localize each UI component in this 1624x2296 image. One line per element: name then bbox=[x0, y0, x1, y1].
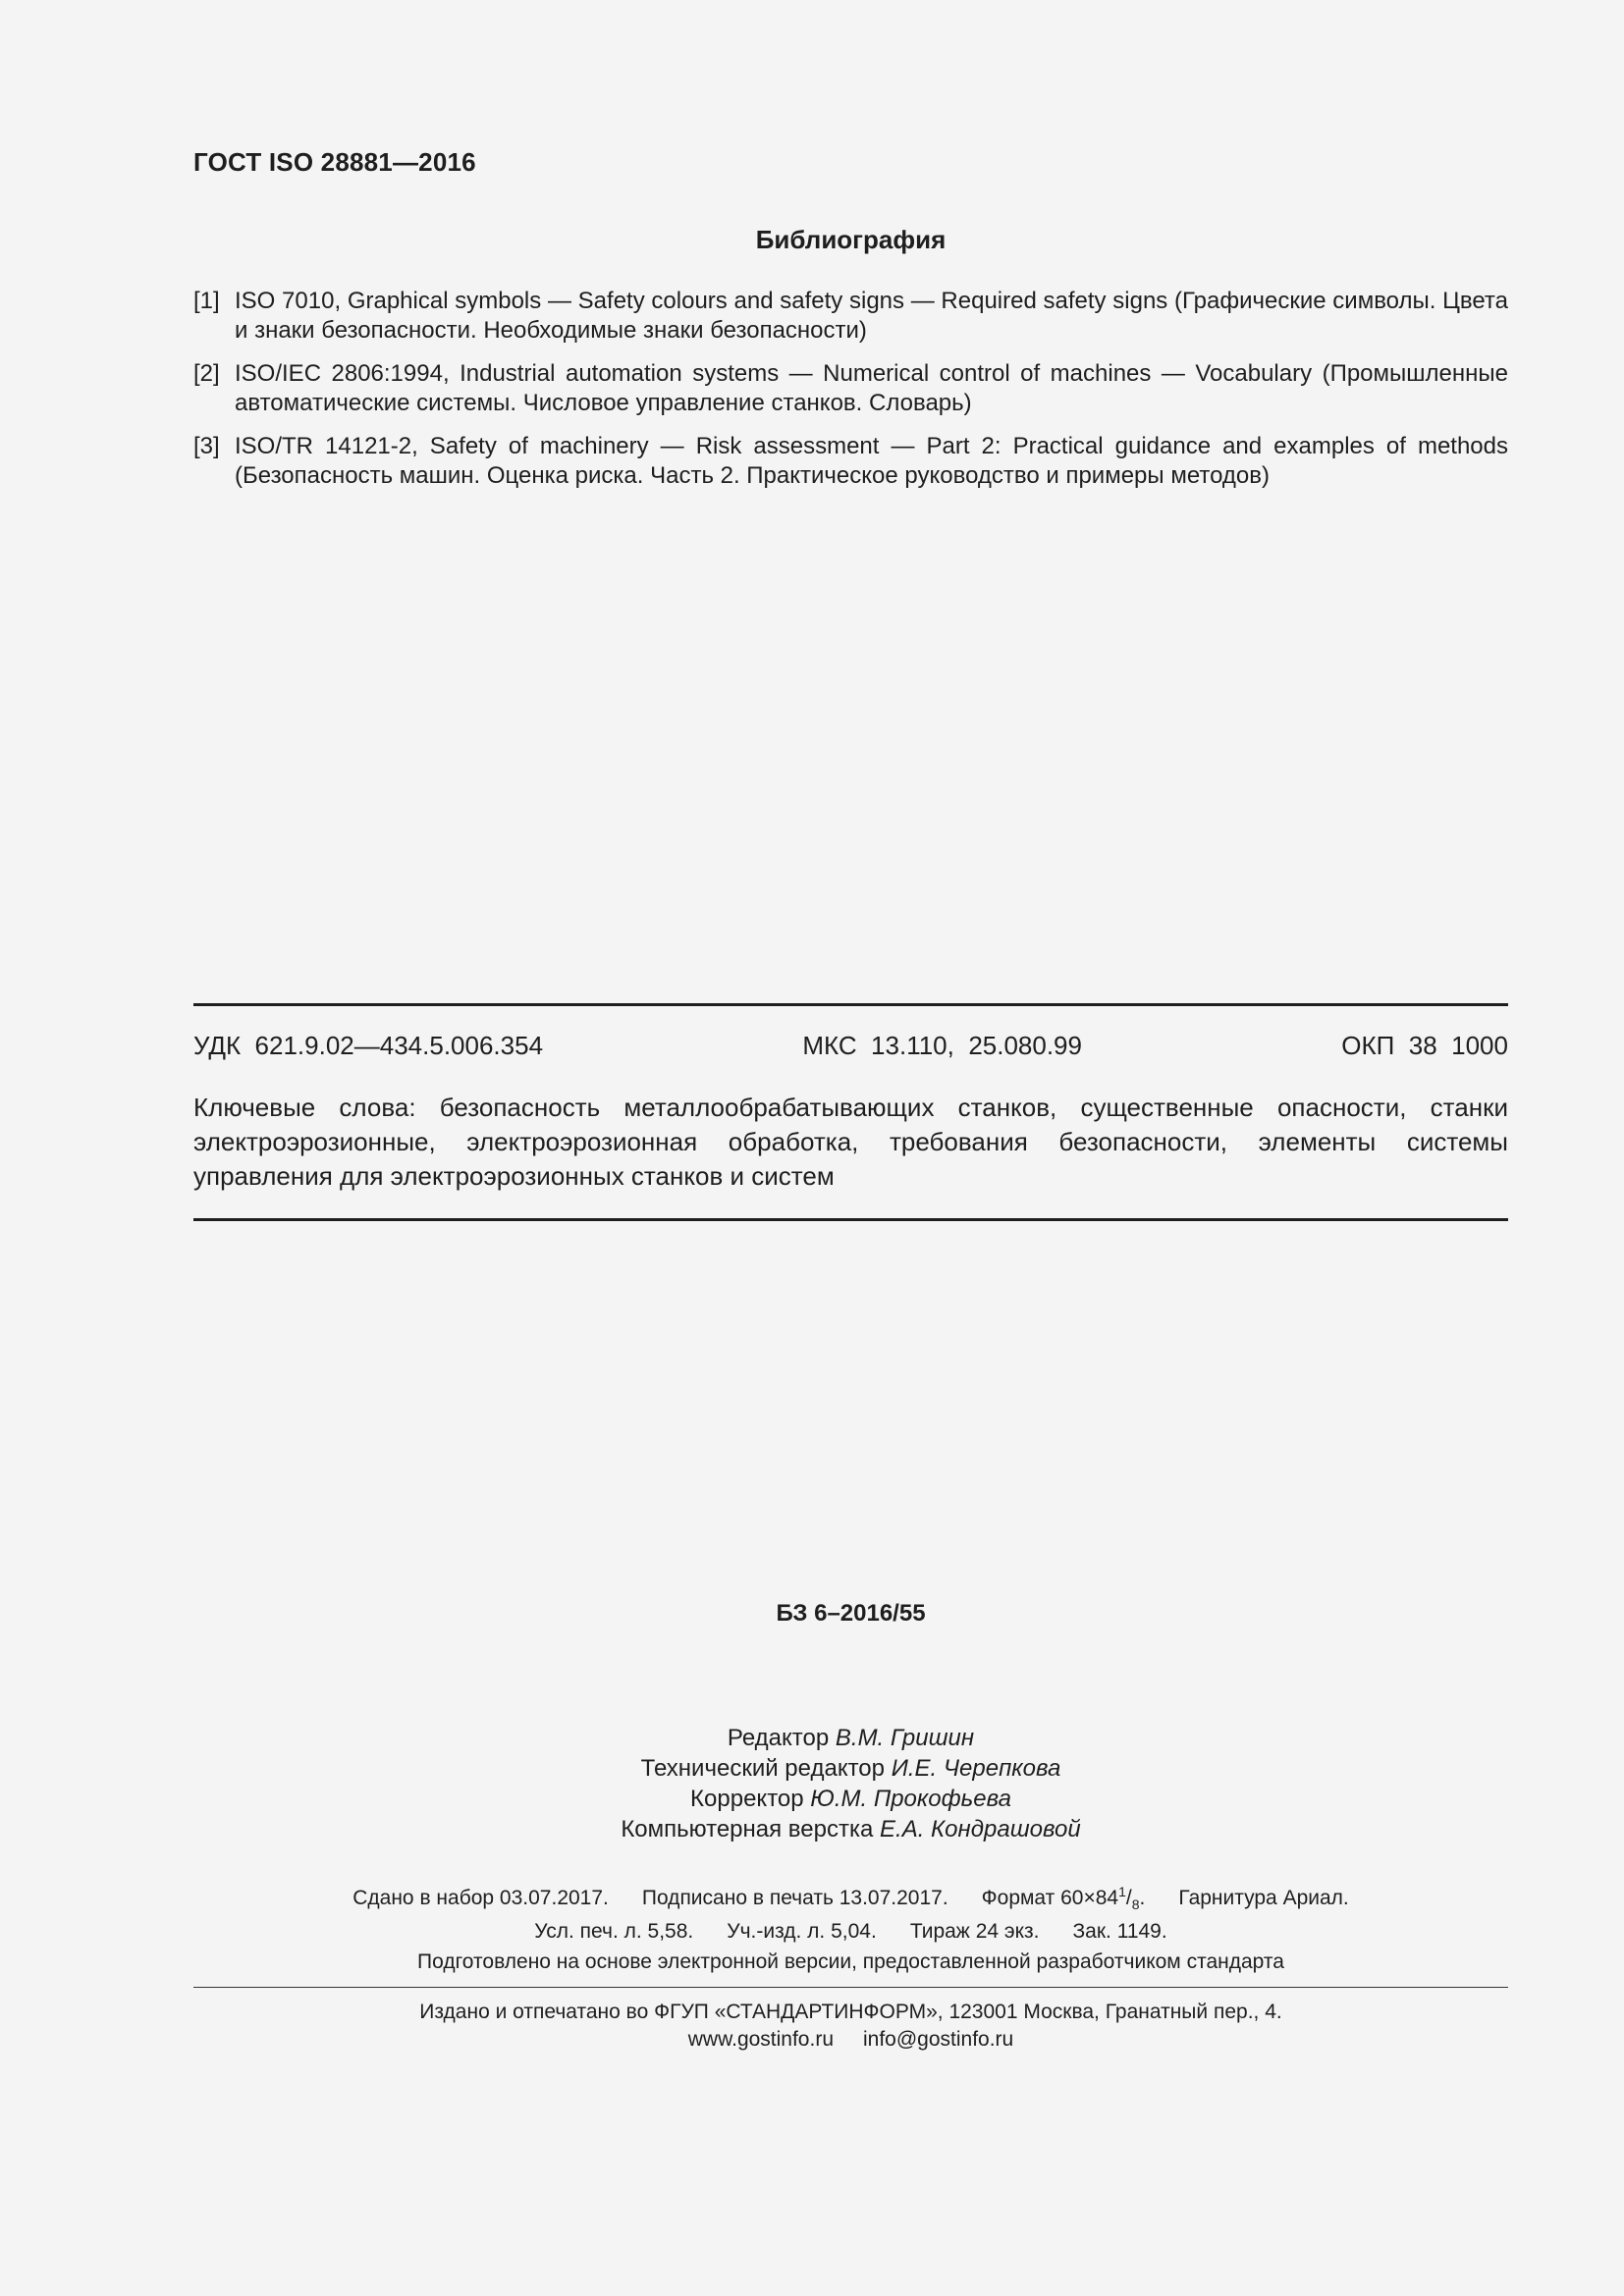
bibliography-item-number: [1] bbox=[193, 288, 220, 314]
bz-number: БЗ 6–2016/55 bbox=[776, 1600, 926, 1627]
publisher-website-link[interactable]: www.gostinfo.ru bbox=[687, 2028, 834, 2051]
imprint-line-2 bbox=[193, 1918, 1508, 1946]
bibliography-item-text: ISO 7010, Graphical symbols — Safety colours and safety signs — Required safety signs (Графические символы. Цвета и знаки безопасности. Необходимые знаки безопасности) bbox=[235, 288, 1508, 344]
bibliography-item-number: [3] bbox=[193, 433, 220, 459]
editor-line bbox=[193, 1814, 1508, 1844]
mks-code: МКС 13.110, 25.080.99 bbox=[802, 1031, 1082, 1060]
publisher-block bbox=[193, 1999, 1508, 2054]
bibliography-item bbox=[193, 359, 1508, 418]
udk-code: УДК 621.9.02—434.5.006.354 bbox=[193, 1031, 544, 1060]
imprint-circulation: Тираж 24 экз. bbox=[909, 1920, 1040, 1943]
editor-name: И.Е. Черепкова bbox=[891, 1755, 1061, 1782]
bibliography-item bbox=[193, 432, 1508, 491]
publisher-contacts bbox=[193, 2026, 1508, 2054]
editor-role: Компьютерная верстка bbox=[621, 1816, 874, 1842]
imprint-submitted: Сдано в набор 03.07.2017. bbox=[352, 1887, 609, 1909]
bibliography-item bbox=[193, 287, 1508, 346]
classification-top-divider bbox=[193, 1003, 1508, 1006]
imprint-format-numerator: 1 bbox=[1118, 1884, 1126, 1899]
imprint-line-1 bbox=[193, 1878, 1508, 1918]
imprint-typeface: Гарнитура Ариал. bbox=[1178, 1887, 1349, 1909]
bibliography-list bbox=[193, 287, 1508, 505]
publisher-email-link[interactable]: info@gostinfo.ru bbox=[863, 2028, 1014, 2051]
classification-bottom-divider bbox=[193, 1218, 1508, 1221]
imprint-block bbox=[193, 1878, 1508, 1946]
publisher-line: Издано и отпечатано во ФГУП «СТАНДАРТИНФОРМ», 123001 Москва, Гранатный пер., 4. bbox=[419, 2001, 1282, 2023]
imprint-order: Зак. 1149. bbox=[1072, 1920, 1167, 1943]
bibliography-title: Библиография bbox=[755, 225, 947, 254]
editors-block bbox=[193, 1723, 1508, 1844]
editor-name: В.М. Гришин bbox=[835, 1725, 975, 1751]
imprint-publ-sheets: Уч.-изд. л. 5,04. bbox=[727, 1920, 877, 1943]
okp-code: ОКП 38 1000 bbox=[1341, 1031, 1508, 1060]
document-code-header: ГОСТ ISO 28881—2016 bbox=[193, 147, 476, 177]
imprint-print-sheets: Усл. печ. л. 5,58. bbox=[534, 1920, 694, 1943]
editor-line bbox=[193, 1753, 1508, 1784]
editor-name: Ю.М. Прокофьева bbox=[810, 1786, 1011, 1812]
editor-role: Технический редактор bbox=[640, 1755, 886, 1782]
editor-role: Корректор bbox=[690, 1786, 804, 1812]
keywords-paragraph: Ключевые слова: безопасность металлообрабатывающих станков, существенные опасности, станки электроэрозионные, электроэрозионная обработка, требования безопасности, элементы системы управления для электроэрозионных станков и систем bbox=[193, 1093, 1508, 1191]
imprint-format-suffix: . bbox=[1139, 1887, 1146, 1909]
prepared-note: Подготовлено на основе электронной версии, предоставленной разработчиком стандарта bbox=[417, 1950, 1284, 1973]
bibliography-item-number: [2] bbox=[193, 360, 220, 387]
editor-role: Редактор bbox=[727, 1725, 830, 1751]
imprint-format: Формат $60\times 84^1/_8$. bbox=[981, 1884, 1146, 1912]
imprint-format-denominator: 8 bbox=[1131, 1896, 1140, 1912]
editor-name: Е.А. Кондрашовой bbox=[880, 1816, 1081, 1842]
publisher-divider bbox=[193, 1987, 1508, 1988]
imprint-format-prefix: Формат 60×84 bbox=[981, 1887, 1119, 1909]
classification-codes bbox=[193, 1031, 1508, 1061]
editor-line bbox=[193, 1784, 1508, 1814]
editor-line bbox=[193, 1723, 1508, 1753]
bibliography-item-text: ISO/TR 14121-2, Safety of machinery — Risk assessment — Part 2: Practical guidance and examples of methods (Безопасность машин. Оценка риска. Часть 2. Практическое руководство и примеры методов) bbox=[235, 433, 1508, 489]
bibliography-item-text: ISO/IEC 2806:1994, Industrial automation systems — Numerical control of machines — Vocabulary (Промышленные автоматические системы. Числовое управление станков. Словарь) bbox=[235, 360, 1508, 416]
imprint-signed: Подписано в печать 13.07.2017. bbox=[641, 1887, 948, 1909]
